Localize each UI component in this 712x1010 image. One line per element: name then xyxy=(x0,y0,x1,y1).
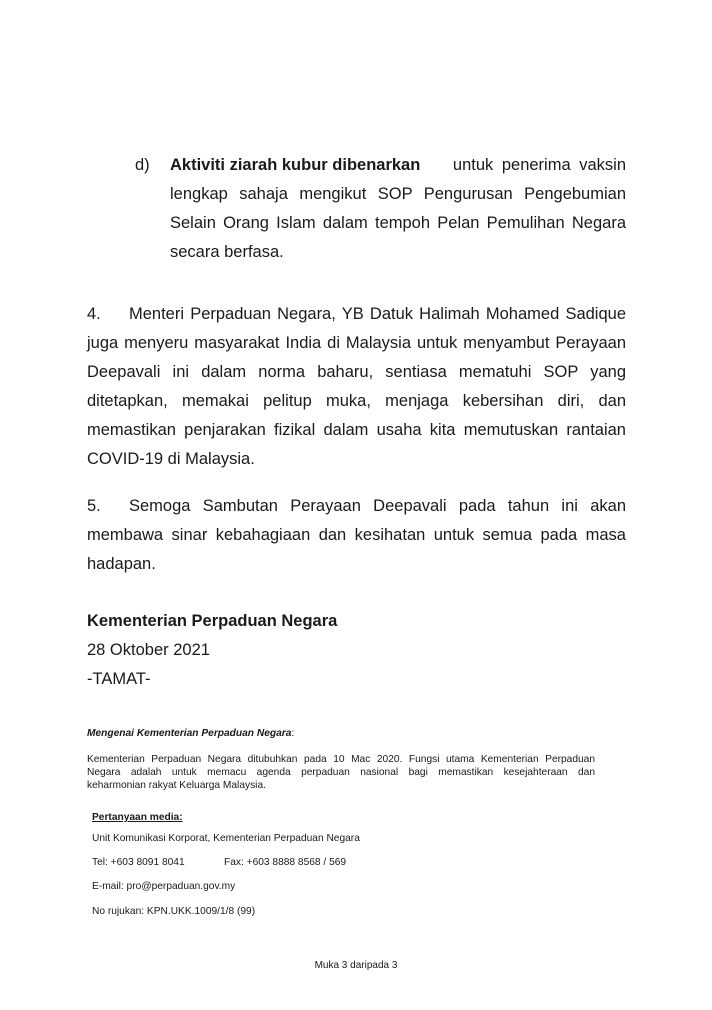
page-number: Muka 3 daripada 3 xyxy=(314,960,398,971)
item-d-marker: d) xyxy=(135,156,150,174)
paragraph-5-line-2: membawa sinar kebahagiaan dan kesihatan untuk semua pada masa xyxy=(87,526,626,544)
item-d-line-4: secara berfasa. xyxy=(170,243,284,261)
item-d-bold-wrap xyxy=(170,151,420,180)
paragraph-4-line-6: COVID-19 di Malaysia. xyxy=(87,450,255,468)
media-unit: Unit Komunikasi Korporat, Kementerian Perpaduan Negara xyxy=(92,833,360,844)
signature-date: 28 Oktober 2021 xyxy=(87,641,210,659)
paragraph-5-line-3: hadapan. xyxy=(87,555,156,573)
about-line-3: keharmonian rakyat Keluarga Malaysia. xyxy=(87,780,266,791)
about-heading-suffix: : xyxy=(291,728,295,739)
paragraph-4-line-2: juga menyeru masyarakat India di Malaysia untuk menyambut Perayaan xyxy=(87,334,626,352)
paragraph-5-line-1: Semoga Sambutan Perayaan Deepavali pada tahun ini akan xyxy=(129,497,626,515)
media-heading: Pertanyaan media: xyxy=(92,812,183,823)
about-heading: Mengenai Kementerian Perpaduan Negara xyxy=(87,728,292,739)
media-tel: Tel: +603 8091 8041 xyxy=(92,857,185,868)
about-heading-wrap xyxy=(87,727,294,740)
paragraph-4-line-5: memastikan penjarakan fizikal dalam usaha kita memutuskan rantaian xyxy=(87,421,626,439)
about-line-1: Kementerian Perpaduan Negara ditubuhkan pada 10 Mac 2020. Fungsi utama Kementerian Perpaduan xyxy=(87,754,595,765)
end-marker: -TAMAT- xyxy=(87,670,151,688)
item-d-line-2: lengkap sahaja mengikut SOP Pengurusan Pengebumian xyxy=(170,185,626,203)
paragraph-5-number: 5. xyxy=(87,497,101,515)
paragraph-4-line-3: Deepavali ini dalam norma baharu, sentiasa mematuhi SOP yang xyxy=(87,363,626,381)
paragraph-4-line-1: Menteri Perpaduan Negara, YB Datuk Halimah Mohamed Sadique xyxy=(129,305,626,323)
item-d-line-1-text: untuk penerima vaksin xyxy=(452,156,626,174)
media-email[interactable]: E-mail: pro@perpaduan.gov.my xyxy=(92,881,236,892)
item-d-line-3: Selain Orang Islam dalam tempoh Pelan Pemulihan Negara xyxy=(170,214,626,232)
paragraph-4-number: 4. xyxy=(87,305,101,323)
media-reference-number: No rujukan: KPN.UKK.1009/1/8 (99) xyxy=(92,906,256,917)
signature-organization: Kementerian Perpaduan Negara xyxy=(87,612,338,630)
paragraph-4-line-4: ditetapkan, memakai pelitup muka, menjaga kebersihan diri, dan xyxy=(87,392,626,410)
item-d-line-1 xyxy=(170,151,626,180)
item-d-bold-lead: Aktiviti ziarah kubur dibenarkan xyxy=(170,156,421,174)
about-line-2: Negara adalah untuk memacu agenda perpaduan nasional bagi memastikan kesejahteraan dan xyxy=(87,767,595,778)
media-fax: Fax: +603 8888 8568 / 569 xyxy=(224,857,347,868)
